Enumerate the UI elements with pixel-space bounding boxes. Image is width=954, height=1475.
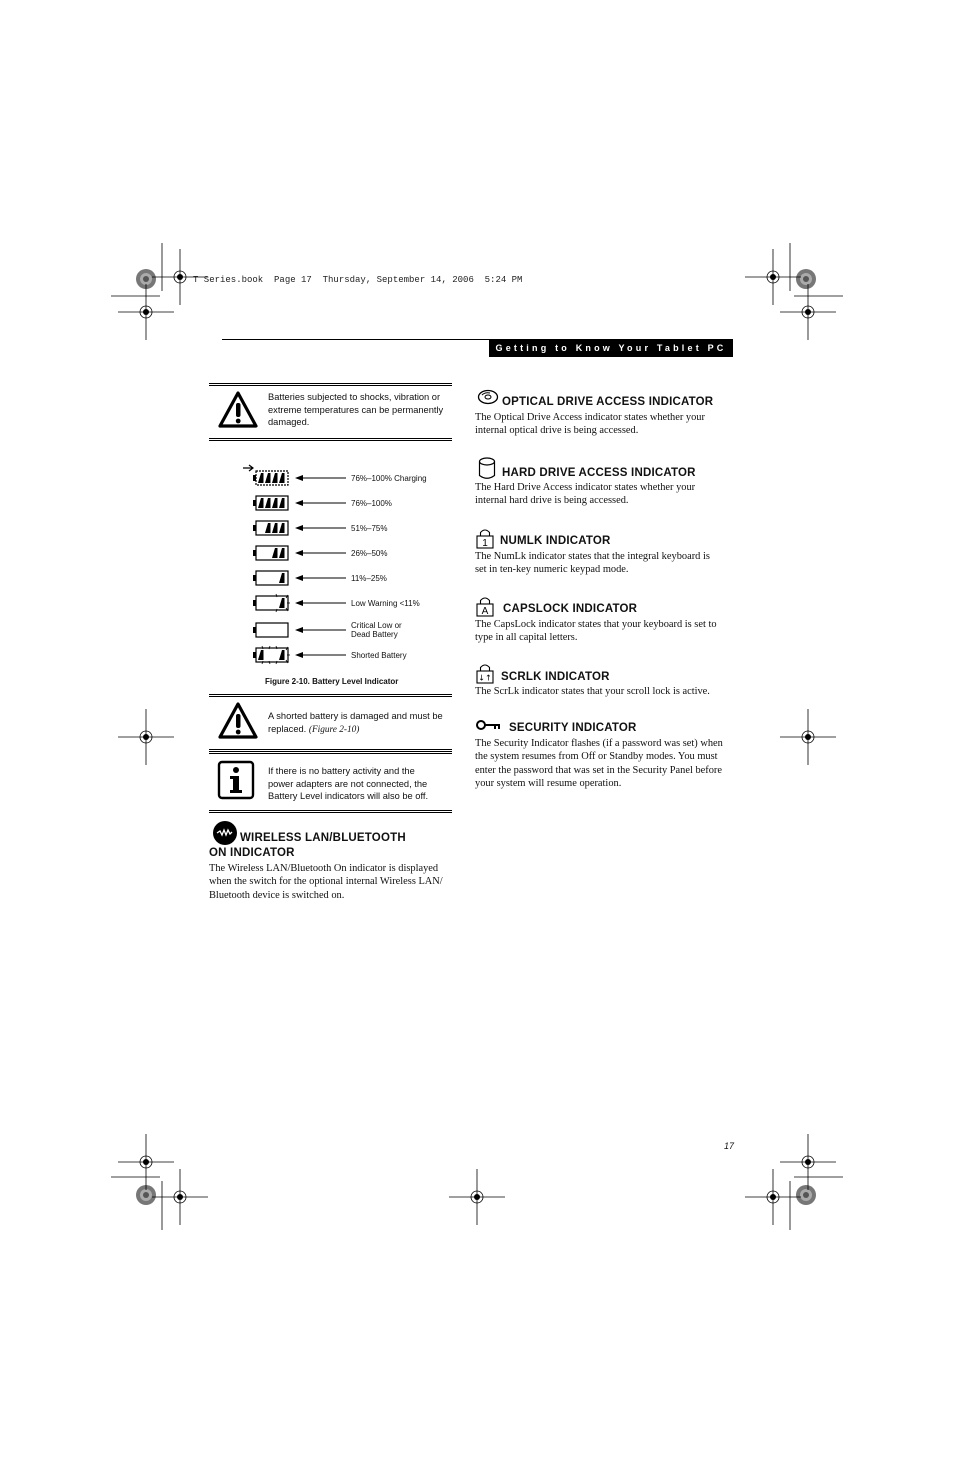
caution-text: Batteries subjected to shocks, vibration or extreme temperatures can be permanently damaged. [268,392,444,428]
chapter-header: Getting to Know Your Tablet PC [489,339,733,357]
figure-reference: (Figure 2-10) [308,724,360,735]
numlk-icon [476,527,494,549]
warning-icon [217,701,259,741]
info-box [209,751,452,813]
scrlk-icon-label: ↓↑ [478,673,492,683]
battery-level-label: 51%–75% [351,524,388,533]
battery-bar [265,523,271,533]
battery-bar [279,573,285,583]
battery-bar [279,598,285,608]
print-slug: T Series.book Page 17 Thursday, September 14, 2006 5:24 PM [193,275,523,285]
battery-level-label: 26%–50% [351,549,388,558]
battery-icon [253,646,346,664]
caution-text-main: A shorted battery is damaged and must be replaced. [268,711,443,734]
page-number: 17 [724,1141,735,1151]
capslock-title: CAPSLOCK INDICATOR [503,603,638,615]
info-icon [217,760,257,802]
capslock-icon [476,595,494,617]
battery-bar [279,498,285,508]
battery-icon [253,521,346,535]
figure-caption: Figure 2-10. Battery Level Indicator [265,677,399,686]
numlk-icon-label: 1 [482,538,488,549]
hard-drive-body: The Hard Drive Access indicator states whether your internal hard drive is being accessed. [475,482,696,507]
battery-level-figure [240,463,360,673]
battery-level-label: 76%–100% [351,499,392,508]
battery-icon [253,471,346,485]
battery-bar [279,548,285,558]
header-rule [222,339,490,340]
battery-level-label: Low Warning <11% [351,599,420,608]
battery-bar [258,498,264,508]
optical-title: OPTICAL DRIVE ACCESS INDICATOR [502,396,714,408]
caution-box-shorted [209,694,452,752]
optical-drive-icon [477,389,499,405]
battery-bar [279,650,285,660]
battery-level-label: Shorted Battery [351,651,407,660]
battery-bar [265,498,271,508]
scrlk-icon [476,662,494,684]
security-title: SECURITY INDICATOR [509,722,637,734]
battery-level-label-line: Dead Battery [351,630,398,639]
battery-bar [272,473,278,483]
battery-level-label: 76%–100% Charging [351,474,427,483]
key-icon [476,719,502,731]
battery-bar [265,473,271,483]
battery-bar [258,473,264,483]
wireless-title-line2: ON INDICATOR [209,847,295,859]
security-body: The Security Indicator flashes (if a password was set) when the system resumes from Off or Standby modes. You must enter the password that was set in the Security Panel before your system will resume operation. [475,738,723,789]
warning-icon [217,390,259,430]
battery-icon [253,546,346,560]
battery-icon [253,571,346,585]
caution-box [209,383,452,441]
battery-bar [272,548,278,558]
hard-drive-title: HARD DRIVE ACCESS INDICATOR [502,467,696,479]
caution-text [268,710,450,736]
hard-drive-icon [478,457,496,481]
battery-bar [279,523,285,533]
battery-bar [272,498,278,508]
scrlk-title: SCRLK INDICATOR [501,671,610,683]
capslock-body: The CapsLock indicator states that your keyboard is set to type in all capital letters. [475,619,717,644]
numlk-title: NUMLK INDICATOR [500,535,611,547]
battery-level-label: 11%–25% [351,574,387,583]
battery-level-label [351,621,402,639]
capslock-icon-label: A [481,606,489,617]
wireless-body: The Wireless LAN/Bluetooth On indicator is displayed when the switch for the optional internal Wireless LAN/ Bluetooth device is switched on. [209,863,443,901]
battery-icon [253,594,346,612]
optical-body: The Optical Drive Access indicator states whether your internal optical drive is being accessed. [475,412,705,437]
battery-level-label-line: Critical Low or [351,621,402,630]
battery-bar [279,473,285,483]
battery-icon [253,496,346,510]
battery-bar [272,523,278,533]
info-text: If there is no battery activity and the power adapters are not connected, the Battery Level indicators will also be off. [268,766,429,802]
scrlk-body: The ScrLk indicator states that your scroll lock is active. [475,686,710,697]
wireless-icon [212,820,238,846]
battery-icon [253,623,346,637]
numlk-body: The NumLk indicator states that the integral keyboard is set in ten-key numeric keypad mode. [475,551,710,576]
wireless-title: WIRELESS LAN/BLUETOOTH [240,832,406,844]
